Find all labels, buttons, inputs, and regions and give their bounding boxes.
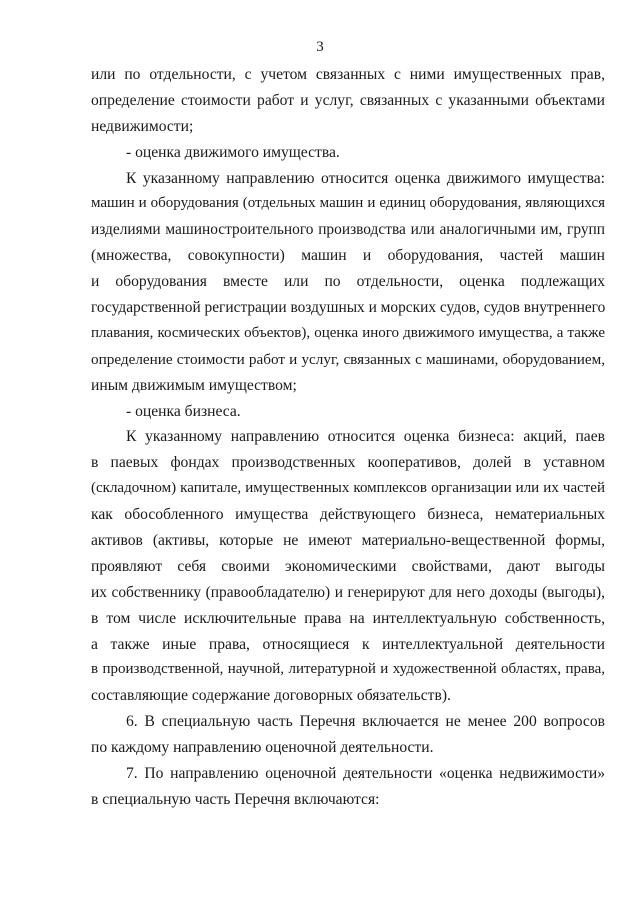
text-line: - оценка бизнеса. — [126, 402, 241, 420]
text-line: как обособленного имущества действующего бизнеса, нематериальных — [91, 506, 605, 524]
page-number: 3 — [316, 39, 324, 55]
body-text — [91, 62, 605, 813]
text-line: определение стоимости работ и услуг, связанных с указанными объектами — [91, 91, 605, 109]
text-line: машин и оборудования (отдельных машин и единиц оборудования, являющихся — [91, 195, 605, 212]
text-line: - оценка движимого имущества. — [126, 143, 340, 161]
text-line: (множества, совокупности) машин и оборудования, частей машин — [91, 247, 605, 265]
text-line: 6. В специальную часть Перечня включается не менее 200 вопросов — [126, 713, 605, 731]
text-line: определение стоимости работ и услуг, связанных с машинами, оборудованием, — [91, 350, 605, 368]
text-line: в специальную часть Перечня включаются: — [91, 790, 380, 808]
text-line: по каждому направлению оценочной деятельности. — [91, 739, 434, 757]
text-line: в паевых фондах производственных кооперативов, долей в уставном — [91, 454, 605, 472]
text-line: изделиями машиностроительного производства или аналогичными им, групп — [91, 221, 605, 239]
text-line: проявляют себя своими экономическими свойствами, дают выгоды — [91, 557, 605, 575]
text-line: иным движимым имуществом; — [91, 376, 297, 394]
text-line: а также иные права, относящиеся к интеллектуальной деятельности — [91, 635, 605, 653]
text-line: плавания, космических объектов), оценка иного движимого имущества, а также — [91, 324, 605, 341]
text-line: К указанному направлению относится оценка бизнеса: акций, паев — [126, 428, 605, 446]
text-line: (складочном) капитале, имущественных комплексов организации или их частей — [91, 480, 605, 497]
text-line: составляющие содержание договорных обязательств). — [91, 687, 451, 705]
text-line: и оборудования вместе или по отдельности, оценка подлежащих — [91, 273, 605, 291]
text-line: 7. По направлению оценочной деятельности «оценка недвижимости» — [126, 765, 605, 783]
text-line: К указанному направлению относится оценка движимого имущества: — [126, 169, 605, 187]
text-line: их собственнику (правообладателю) и генерируют для него доходы (выгоды), — [91, 583, 605, 601]
text-line: недвижимости; — [91, 117, 194, 135]
text-line: активов (активы, которые не имеют материально-вещественной формы, — [91, 532, 605, 550]
text-line: государственной регистрации воздушных и морских судов, судов внутреннего — [91, 299, 606, 317]
text-line: в том числе исключительные права на интеллектуальную собственность, — [91, 609, 605, 627]
text-line: в производственной, научной, литературной и художественной областях, права, — [91, 661, 605, 678]
text-line: или по отдельности, с учетом связанных с ними имущественных прав, — [91, 66, 605, 83]
